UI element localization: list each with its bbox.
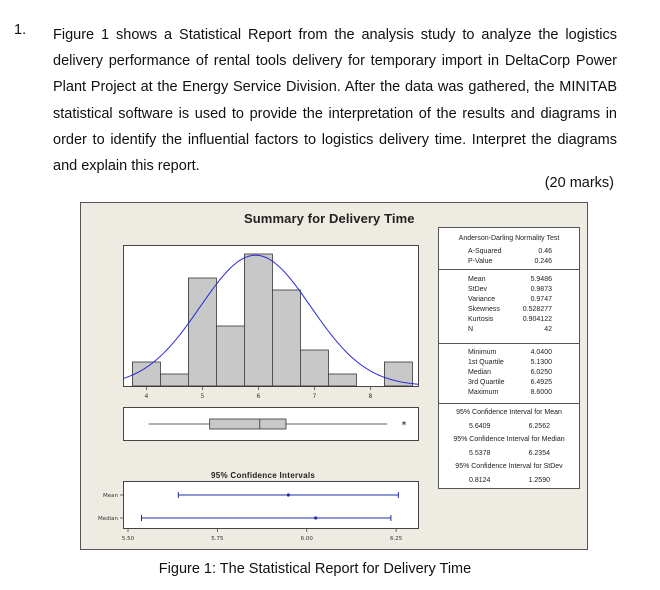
x-tick-label: 7 bbox=[312, 393, 317, 400]
stats-panel bbox=[438, 227, 580, 489]
confidence-interval-chart bbox=[83, 481, 423, 547]
ci-high: 1.2590 bbox=[528, 477, 550, 484]
normality-section bbox=[439, 228, 579, 270]
stat-label: Maximum bbox=[468, 389, 499, 396]
stat-value: 5.1300 bbox=[530, 359, 552, 366]
stat-row bbox=[439, 369, 579, 379]
iqr-box bbox=[210, 419, 286, 429]
stat-value: 6.4925 bbox=[530, 379, 552, 386]
normality-title: Anderson-Darling Normality Test bbox=[458, 235, 560, 242]
report-title: Summary for Delivery Time bbox=[244, 211, 415, 226]
stat-value: 42 bbox=[544, 326, 552, 333]
ci-point-estimate bbox=[287, 493, 290, 496]
stat-label: Mean bbox=[468, 276, 486, 283]
x-tick-label: 8 bbox=[368, 393, 373, 400]
outlier-marker: * bbox=[401, 420, 407, 431]
stat-value: 8.6000 bbox=[530, 389, 552, 396]
x-tick-label: 5.50 bbox=[121, 536, 135, 542]
stat-value: 0.9873 bbox=[530, 286, 552, 293]
histogram-bar bbox=[328, 374, 356, 386]
histogram-bar bbox=[132, 362, 160, 386]
stat-row bbox=[439, 276, 579, 286]
histogram-chart bbox=[123, 245, 419, 401]
stat-value: 0.46 bbox=[538, 248, 552, 255]
stat-row bbox=[439, 326, 579, 336]
ci-row bbox=[439, 477, 579, 487]
stat-row bbox=[439, 248, 579, 258]
question-number: 1. bbox=[14, 22, 27, 38]
stat-label: Skewness bbox=[468, 306, 500, 313]
stat-label: Variance bbox=[468, 296, 496, 303]
ci-high: 6.2354 bbox=[528, 450, 550, 457]
stat-row bbox=[439, 379, 579, 389]
ci-point-estimate bbox=[314, 516, 317, 519]
question-marks: (20 marks) bbox=[544, 175, 614, 191]
y-tick-label: Median bbox=[97, 516, 118, 522]
boxplot-chart bbox=[123, 407, 419, 441]
x-tick-label: 6.00 bbox=[300, 536, 313, 542]
quartiles-section bbox=[439, 344, 579, 404]
stat-label: Median bbox=[468, 369, 491, 376]
x-tick-label: 6 bbox=[256, 393, 261, 400]
ci-chart-title: 95% Confidence Intervals bbox=[211, 471, 316, 480]
ci-low: 5.6409 bbox=[469, 423, 491, 430]
stat-value: 0.528277 bbox=[522, 306, 552, 313]
ci-low: 0.8124 bbox=[469, 477, 491, 484]
ci-row bbox=[439, 423, 579, 433]
stat-value: 0.246 bbox=[534, 258, 552, 265]
histogram-bar bbox=[216, 326, 244, 386]
stat-row bbox=[439, 258, 579, 268]
stat-row bbox=[439, 389, 579, 399]
histogram-bar bbox=[244, 254, 272, 386]
ci-low: 5.5378 bbox=[469, 450, 491, 457]
histogram-bar bbox=[300, 350, 328, 386]
histogram-bar bbox=[188, 278, 216, 386]
stat-label: P-Value bbox=[468, 258, 493, 265]
ci-row bbox=[439, 450, 579, 460]
intervals-section bbox=[439, 404, 579, 490]
stat-label: StDev bbox=[468, 286, 488, 293]
stat-row bbox=[439, 316, 579, 326]
stat-label: Kurtosis bbox=[468, 316, 494, 323]
histogram-bar bbox=[160, 374, 188, 386]
stat-row bbox=[439, 349, 579, 359]
x-tick-label: 4 bbox=[144, 393, 149, 400]
stat-label: A-Squared bbox=[468, 248, 502, 255]
x-tick-label: 5.75 bbox=[211, 536, 224, 542]
stat-value: 0.9747 bbox=[530, 296, 552, 303]
stat-label: 3rd Quartile bbox=[468, 379, 505, 386]
stat-value: 5.9486 bbox=[530, 276, 552, 283]
stat-label: 1st Quartile bbox=[468, 359, 504, 366]
stat-value: 0.904122 bbox=[522, 316, 552, 323]
stat-row bbox=[439, 306, 579, 316]
stat-row bbox=[439, 359, 579, 369]
stat-row bbox=[439, 286, 579, 296]
histogram-bar bbox=[384, 362, 412, 386]
x-tick-label: 6.25 bbox=[390, 536, 403, 542]
question-text: Figure 1 shows a Statistical Report from the analysis study to analyze the logistics delivery performance of rental tools delivery for temporary import in DeltaCorp Power Plant Project at the Energy Service Division. After the data was gathered, the MINITAB statistical software is used to provide the interpretation of the results and diagrams in order to identify the influential factors to logistics delivery time. Interpret the diagrams and explain this report. bbox=[53, 27, 617, 175]
ci-plot-area bbox=[124, 482, 419, 529]
ci-high: 6.2562 bbox=[528, 423, 550, 430]
stat-row bbox=[439, 296, 579, 306]
ci-mean-label: 95% Confidence Interval for Mean bbox=[456, 409, 562, 416]
y-tick-label: Mean bbox=[103, 493, 118, 499]
stat-label: Minimum bbox=[468, 349, 497, 356]
stat-label: N bbox=[468, 326, 474, 333]
figure-caption: Figure 1: The Statistical Report for Delivery Time bbox=[158, 561, 472, 577]
ci-median-label: 95% Confidence Interval for Median bbox=[453, 436, 565, 443]
stat-value: 4.0400 bbox=[530, 349, 552, 356]
ci-stdev-label: 95% Confidence Interval for StDev bbox=[455, 463, 563, 470]
histogram-bar bbox=[272, 290, 300, 386]
moments-section bbox=[439, 270, 579, 344]
stat-value: 6.0250 bbox=[530, 369, 552, 376]
x-tick-label: 5 bbox=[200, 393, 205, 400]
statistical-report-figure bbox=[80, 202, 588, 550]
